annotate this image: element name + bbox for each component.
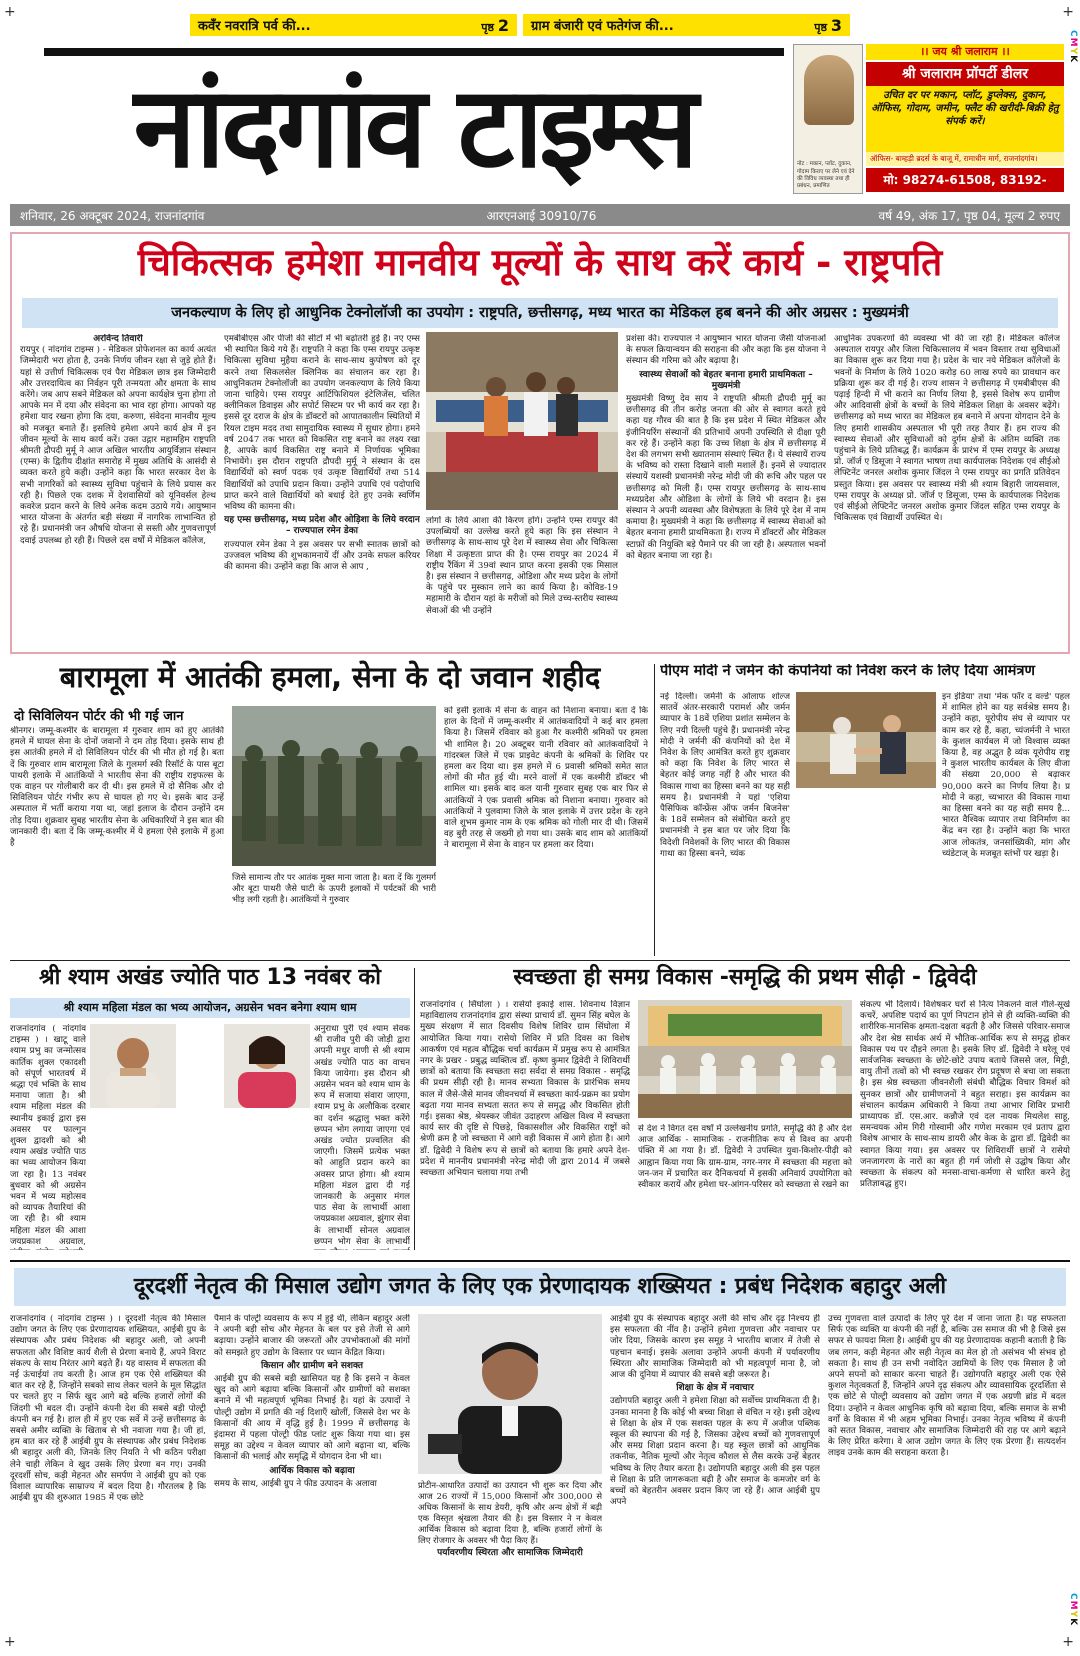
deity-figure bbox=[804, 55, 854, 125]
ad-address: ऑफिस- बाम्हड़ी ब्रदर्स के बाजू में, रामाधीन मार्ग, राजनांदगांव। bbox=[866, 152, 1064, 166]
column-divider bbox=[654, 664, 655, 956]
column-divider bbox=[414, 968, 415, 1250]
teaser-1[interactable] bbox=[190, 14, 517, 36]
shyam-headline[interactable]: श्री श्याम अखंड ज्योति पाठ 13 नवंबर को bbox=[39, 965, 381, 990]
swachh-headline[interactable]: स्वच्छता ही समग्र विकास -समृद्धि की प्रथम सीढ़ी - द्विवेदी bbox=[513, 965, 977, 990]
newspaper-title: नांदगांव टाइम्स bbox=[133, 63, 695, 193]
baramula-photo-caption: जिसे सामान्य तौर पर आतंक मुक्त माना जाता है। बता दें कि गुलमर्ग और बूटा पाथरी जैसे घाटी के ऊपरी इलाकों में पर्यटकों की भारी भीड़ लगी रहती है। आतंकियों ने गुरुवार bbox=[232, 872, 436, 904]
ali-col3-section-heading: शिक्षा के क्षेत्र में नवाचार bbox=[676, 1383, 754, 1394]
modi-headline[interactable]: पीएम मोदी ने जर्मन की कंपनियों को निवेश करने के लिए दिया आमंत्रण bbox=[660, 664, 1035, 679]
swachh-col2-text: से देश ने विगत दस वर्षों में उल्लेखनीय प्रगति, समृद्धि की है और देश आज आर्थिक - सामाजिक - राजनीतिक रूप से विश्व का अपनी पंक्ति में आ गया है। डॉ. द्विवेदी ने उपस्थित युवा-किशोर-पीढ़ी को आह्वान किया गया कि ग्राम-ग्राम, नगर-नगर में स्वच्छता की महत्ता को जन-जन में प्रचारित कर दैनिकचर्या में इसकी अनिवार्य उपयोगिता को स्वीकार करायें और हमेशा घर-आंगन-परिसर को स्वच्छता से रखने का bbox=[638, 1124, 852, 1191]
section-rule bbox=[10, 960, 1070, 961]
baramula-subhead: दो सिविलियन पोर्टर की भी गई जान bbox=[14, 709, 184, 724]
shyam-photo-woman bbox=[224, 1024, 310, 1108]
ali-col4-text: उच्च गुणवत्ता वाले उत्पादों के लिए पूरे देश में जाना जाता है। यह सफलता सिर्फ एक व्यक्ति या कंपनी की नहीं है, बल्कि उस समाज की भी है जिसे इस सफर से फायदा मिला है। आईबी ग्रुप की यह प्रेरणादायक कहानी बताती है कि जब लगन, कड़ी मेहनत और सही नेतृत्व का मेल हो तो असंभव भी संभव हो सकता है। साथ ही उन सभी नवोदित उद्यमियों के लिए एक मिसाल है जो अपने सपनों को साकार करना चाहते हैं। उद्योगपति बहादुर अली एक ऐसे कुशल नेतृत्वकर्ता हैं, जिन्होंने अपने दृढ़ संकल्प और व्यावसायिक दूरदर्शिता से एक छोटे से पोल्ट्री व्यवसाय को उद्योग जगत में एक अग्रणी ब्रांड में बदल दिया। उन्होंने न केवल आधुनिक कृषि को बढ़ावा दिया, बल्कि समाज के सभी वर्गों के विकास में भी अहम भूमिका निभाई। उनका नेतृत्व भविष्य में कंपनी को सतत विकास, नवाचार और सामाजिक जिम्मेदारी की राह पर आगे बढ़ाने के लिए प्रेरित करेगा। वे आज उद्योग जगत के लिए एक प्रेरणा हैं। सत्यदर्शन लाइव उनके काम की सराहना करता है। bbox=[828, 1314, 1066, 1459]
property-dealer-ad[interactable] bbox=[866, 44, 1064, 196]
ali-column-3 bbox=[610, 1314, 820, 1644]
baramula-article bbox=[10, 660, 650, 960]
swachh-column-2 bbox=[638, 1124, 852, 1250]
masthead-rule bbox=[44, 48, 784, 56]
lead-col5-text: आधुनिक उपकरणों की व्यवस्था भी की जा रही है। मेडिकल कॉलेज अस्पताल रायपुर और जिला चिकित्सालय में भवन विस्तार तथा सुविधाओं का विकास शुरू कर दिया गया है। प्रदेश के चार नये मेडिकल कॉलेजों के भवनों के निर्माण के लिये 1020 करोड़ 60 लाख रुपये का प्रावधान कर प्रक्रिया शुरू कर दी गई है। राज्य शासन ने छत्तीसगढ़ में एमबीबीएस की पढ़ाई हिन्दी में भी कराने का निर्णय लिया है, इससे विशेष रूप ग्रामीण और आदिवासी क्षेत्रों के बच्चों के लिये मेडिकल शिक्षा के अवसर बढ़ेंगे। छत्तीसगढ़ को मध्य भारत का मेडिकल हब बनाने में अपना योगदान देने के लिए हमारी शासकीय अस्पताल भी पूरी तरह तैयार हैं। हम राज्य की स्वास्थ्य सेवाओं और सुविधाओं को दुर्गम क्षेत्रों के अंतिम व्यक्ति तक पहुंचाने के लिये प्रतिबद्ध हैं। कार्यक्रम के प्रारंभ में एम्स रायपुर के अध्यक्ष प्रो. जॉर्ज ए डिसूजा ने स्वागत भाषण तथा कार्यपालक निदेशक एवं सीईओ लेफ्टिनेंट जनरल अशोक कुमार जिंदल ने एम्स रायपुर का प्रगति प्रतिवेदन प्रस्तुत किया। इस अवसर पर स्वास्थ्य मंत्री श्री श्याम बिहारी जायसवाल, एम्स रायपुर के अध्यक्ष प्रो. जॉर्ज ए डिसूजा, एम्स के कार्यपालक निदेशक एवं सीईओ लेफ्टिनेंट जनरल अशोक कुमार जिंदल सहित एम्स रायपुर के चिकित्सक एवं विद्यार्थी उपस्थित थे। bbox=[834, 334, 1060, 524]
lead-col4-section-heading: स्वास्थ्य सेवाओं को बेहतर बनाना हमारी प्राथमिकता – मुख्यमंत्री bbox=[639, 369, 813, 391]
ali-col3-text: आईबी ग्रुप के संस्थापक बहादुर अली की सोच और दृढ़ निश्चय ही इस सफलता की नींव है। उन्होंने हमेशा गुणवत्ता और नवाचार पर जोर दिया, जिसके कारण इस समूह ने भारतीय बाजार में तेजी से पहचान बनाई। इसके अलावा उन्होंने अपनी कंपनी में पर्यावरणीय स्थिरता और सामाजिक जिम्मेदारी को भी महत्वपूर्ण माना है, जो आज की दुनिया में व्यापार की सबसे बड़ी जरूरत है। bbox=[610, 1314, 820, 1381]
ad-deity-photo bbox=[793, 44, 863, 194]
rni-number: आरएनआई 30910/76 bbox=[486, 208, 597, 223]
lead-byline: अरविन्द तिवारी bbox=[93, 334, 143, 344]
teaser-page-prefix: पृष्ठ bbox=[814, 20, 828, 34]
ali-article bbox=[10, 1260, 1070, 1646]
lead-col1-text: रायपुर ( नांदगांव टाइम्स ) - मेडिकल प्रोफेशनल का कार्य अत्यंत जिम्मेदारी भरा होता है, उनके निर्णय जीवन रक्षा से जुड़े होते हैं। यहां से उत्तीर्ण चिकित्सक एवं पैरा मेडिकल छात्र इस जिम्मेदारी और उत्तरदायित्व का निर्वहन पूरी तन्मयता और क्षमता के साथ करेंगे। जब आप सबने मेडिकल को अपना कार्यक्षेत्र चुना होगा तो आपके मन में दया और संवेदना का भाव रहा होगा। आपको यह हमेशा याद रखना होगा कि दया, करुणा, संवेदना मानवीय मूल्य को मजबूत बनाते हैं। इसलिये हमेशा अपने कार्य क्षेत्र में इन जीवन मूल्यों के साथ कार्य करें। उक्त उद्गार महामहिम राष्ट्रपति श्रीमती द्रौपदी मुर्मू ने आज अखिल भारतीय आयुर्विज्ञान संस्थान (एम्स) के द्वितीय दीक्षांत समारोह में मुख्य अतिथि के आसंदी से व्यक्त करते हुये कही। उन्होंने कहा कि भारत सरकार देश के सभी नागरिकों को स्वास्थ्य सुविधा पहुंचाने के लिये प्रयास कर रही है। पिछले एक दशक में देशवासियों को यूनिवर्सल हेल्थ कवरेज प्रदान करने के लिये अनेक कदम उठाये गये। आयुष्मान भारत योजना के अंतर्गत बड़ी संख्या में नागरिक लाभान्वित हो रहे हैं। प्रधानमंत्री जन औषधि योजना से सस्ती और गुणवत्तापूर्ण दवाई उपलब्ध हो रही हैं। पिछले दस वर्षों में मेडिकल कॉलेज, bbox=[20, 345, 216, 546]
modi-col2-text: इन इंडिया' तथा 'मेक फॉर द वर्ल्ड' पहल में शामिल होने का यह सर्वश्रेष्ठ समय है। उन्होंने कहा, यूरोपीय संघ से व्यापार पर काम कर रहे हैं, कहा, च्यंजर्मनी ने भारत के कुशल कार्यबल में जो विश्वास व्यक्त किया है, वह अद्भुत है व्यंक यूरोपीय राष्ट्र ने कुशल भारतीय कार्यबल के लिए वीजा की संख्या 20,000 से बढ़ाकर 90,000 करने का निर्णय लिया है। प्र मोदी ने कहा, च्यभारत की विकास गाथा का हिस्सा बनने का यह सही समय है... भारत वैश्विक व्यापार तथा विनिर्माण का केंद्र बन रहा है। उन्होंने कहा कि भारत आज लोकतंत्र, जनसांख्यिकी, मांग और च्यंडेटाज् के मजबूत स्तंभों पर खड़ा है। bbox=[942, 692, 1070, 859]
lead-photo-ceremony bbox=[426, 332, 618, 510]
lead-column-4 bbox=[626, 334, 826, 650]
teaser-page-number: 2 bbox=[497, 15, 509, 35]
ali-col2-end: समय के साथ, आईबी ग्रुप ने फीड उत्पादन के अलावा bbox=[214, 1478, 377, 1489]
registration-mark-top-right: + bbox=[1062, 4, 1074, 20]
ali-col2-text: पैमाने के पोल्ट्री व्यवसाय के रूप में हुई थी, लेकिन बहादुर अली ने अपनी बड़ी सोच और मेहनत के बल पर इसे तेजी से आगे बढ़ाया। उन्होंने बाजार की जरूरतों और उपभोक्ताओं की मांगों को समझते हुए उद्योग के विस्तार पर ध्यान केंद्रित किया। bbox=[214, 1314, 410, 1358]
lead-col4-tail: मुख्यमंत्री विष्णु देव साय ने राष्ट्रपति श्रीमती द्रौपदी मुर्मू का छत्तीसगढ़ की तीन करोड़ जनता की ओर से स्वागत करते हुये कहा यह गौरव की बात है कि इस प्रदेश में स्थित मेडिकल और इंजीनियरिंग संस्थानों की प्रतिभायें अपनी उपस्थिति से दीक्षा पूरी कर रहे हैं। उन्होंने कहा कि उच्च शिक्षा के क्षेत्र में छत्तीसगढ़ में देश की लगभग सभी ख्यातनाम संस्थाएं स्थित हैं। ये संस्थायें राज्य के भविष्य को रास्ता दिखाने वाली मशालें हैं। इनमें से ज्यादातर संस्थायें यशस्वी प्रधानमंत्री नरेन्द्र मोदी जी की रूचि और पहल पर छत्तीसगढ़ को मिली हैं। एम्स रायपुर छत्तीसगढ़ के साथ-साथ मध्यप्रदेश और ओडिशा के लोगों के लिये भी वरदान है। इस संस्थान ने अपनी व्यवस्था और विशेषज्ञता के लिये पूरे देश में नाम कमाया है। मुख्यमंत्री ने कहा कि छत्तीसगढ़ में स्वास्थ्य सेवाओं को बेहतर बनाना हमारी प्राथमिकता है। राज्य में डॉक्टरों और मेडिकल स्टाफ़ों की नियुक्ति बड़े पैमाने पर की जा रही है। अस्पताल भवनों को बेहतर बनाया जा रहा है। bbox=[626, 394, 826, 561]
lead-article bbox=[10, 232, 1070, 654]
baramula-headline[interactable]: बारामूला में आतंकी हमला, सेना के दो जवान शहीद bbox=[59, 660, 601, 694]
swachh-col1-text: राजनांदगांव ( सिंघोला ) । रासेयो इकाई शास. शिवनाथ विज्ञान महाविद्यालय राजनांदगांव द्वारा संस्था प्राचार्य डॉ. सुमन सिंह बघेल के मुख्य संरक्षण में सात दिवसीय विशेष शिविर ग्राम सिंघोला में आयोजित किया गया। रासेयो शिविर में प्रति दिवस का विशेष आकर्षण एवं महत्व बौद्धिक चर्चा कार्यक्रम में प्रमुख रूप से आमंत्रित नगर के प्रखर - प्रबुद्ध व्यक्तित्व डॉ. कृष्ण कुमार द्विवेदी ने शिविरार्थी छात्रों को बताया कि स्वच्छता सदा सर्वदा से समग्र विकास - समृद्धि की प्रथम सीढ़ी रही है। मानव सभ्यता विकास के प्रारंभिक समय काल में जैसे-जैसे मानव जीवनचर्या में स्वच्छता कार्य-प्रक्रम का प्रयोग बढ़ता गया मानव सभ्यता सतत रूप से समृद्ध और विकसित होती गई। इसका श्रेष्ठ, श्रेयस्कर जीवंत उदाहरण अखिल विश्व में स्वच्छता कार्य स्तर की दृष्टि से पिछड़े, विकासशील और विकसित राष्ट्रों को श्रेणी क्रम है जो स्वच्छता में आगे वही विकास में आगे होता है। आगे डॉ. द्विवेदी ने विशेष रूप से छात्रों को बताया कि हमारे अपने देश-प्रदेश में माननीय प्रधानमंत्री नरेन्द्र मोदी जी द्वारा 2014 में जबसे स्वच्छता अभियान चलाया गया तभी bbox=[420, 1000, 630, 1179]
shyam-subhead: श्री श्याम महिला मंडल का भव्य आयोजन, अग्रसेन भवन बनेगा श्याम धाम bbox=[10, 998, 410, 1018]
lead-column-2 bbox=[224, 334, 420, 650]
modi-photo-handshake bbox=[796, 692, 936, 788]
registration-mark-top-left: + bbox=[4, 4, 16, 20]
ali-col2-section-heading-2: आर्थिक विकास को बढ़ावा bbox=[269, 1465, 355, 1476]
teaser-strip bbox=[190, 14, 850, 36]
ali-col1-text: राजनांदगांव ( नांदगांव टाइम्स ) । दूरदर्शी नेतृत्व की मिसाल उद्योग जगत के लिए एक प्रेरणादायक शख्सियत, आईबी ग्रुप के संस्थापक और प्रबंध निदेशक श्री बहादुर अली, जो अपनी सफलता और विशिष्ट कार्य शैली से प्रेरणा बनाये हैं, अपने विराट संकल्प के साथ निरंतर आगे बढ़ते हैं। यह वास्तव में सफलता की नई ऊंचाईयां तय करती है। आज हम एक ऐसे शख्सियत की बात कर रहे हैं, जिन्होंने सबको साथ लेकर चलने के मूल सिद्धांत पर चलते हुए न सिर्फ खुद आगे बढ़े बल्कि हजारों लोगों की जिंदगी भी बदल दी। उन्होंने कंपनी देश की सबसे बड़ी पोल्ट्री कंपनी बन गई है। हाल ही में हुए एक सर्वे में उन्हें छत्तीसगढ़ के सबसे अमीर व्यक्ति के खिताब से भी नवाजा गया है। जी हां, हम बात कर रहे हैं आईबी ग्रुप के संस्थापक और प्रबंध निदेशक श्री बहादुर अली की, जिनके लिए नियति ने भी कठिन परीक्षा लेने चाही लेकिन वे खुद उसके लिए प्रेरणा बन गए। उनकी दूरदर्शी सोच, कड़ी मेहनत और समर्पण ने आईबी ग्रुप को एक विशाल व्यापारिक साम्राज्य में बदल दिया है। गौरतलब है कि आईबी ग्रुप की शुरुआत 1985 में एक छोटे bbox=[10, 1314, 206, 1504]
lead-col3-text: लोगों के लिये आशा की किरण होंगे। उन्होंने एम्स रायपुर की उपलब्धियों का उल्लेख करते हुये कहा कि इस संस्थान ने छत्तीसगढ़ के साथ-साथ पूरे देश में स्वास्थ्य सेवा और चिकित्सा शिक्षा में उत्कृष्टता प्राप्त की है। एम्स रायपुर का 2024 में राष्ट्रीय रैंकिंग में 39वां स्थान प्राप्त करना इसकी एक मिसाल है। इस संस्थान ने छत्तीसगढ़, ओडिशा और मध्य प्रदेश के लोगों के पहुंचे पर मुस्कान लाने का कार्य किया है। कोविड-19 महामारी के दौरान यहां के मरीजों को मिले उच्च-स्तरीय स्वास्थ्य सेवाओं की भी उन्होंने bbox=[426, 516, 618, 616]
ali-caption-text: प्रोटीन-आधारित उत्पादों का उत्पादन भी शुरू कर दिया और आज 26 राज्यों में 15,000 किसानों और 300,000 से अधिक किसानों के साथ डेयरी, कृषि और अन्य क्षेत्रों में बढ़ी एक विस्तृत श्रृंखला तैयार की है। इस विस्तार ने न केवल आर्थिक विकास को बढ़ावा दिया है, बल्कि हजारों लोगों के लिए रोजगार के अवसर भी पैदा किए हैं। bbox=[418, 1480, 602, 1545]
swachh-photo-camp bbox=[638, 1000, 852, 1118]
baramula-col3-text: को इसी इलाके में सेना के वाहन को निशाना बनाया। बता दें कि हाल के दिनों में जम्मू-कश्मीर में आतंकवादियों ने कई बार हमला किया है। जिसमें रविवार को हुआ गैर कश्मीरी श्रमिकों पर हमला भी शामिल है। 20 अक्टूबर यानी रविवार को आतंकवादियों ने गांदरबल जिले में एक प्राइवेट कंपनी के श्रमिकों के शिविर पर हमला कर दिया था। इस हमले में 6 प्रवासी श्रमिकों समेत सात लोगों की मौत हुई थी। मरने वालों में एक कश्मीरी डॉक्टर भी शामिल था। इसके बाद कल यानी गुरुवार सुबह एक बार फिर से आतंकियों ने एक प्रवासी श्रमिक को निशाना बनाया। गुरुवार को आतंकियों ने पुलवामा जिले के त्राल इलाके में उत्तर प्रदेश के रहने वाले शुभम कुमार नाम के एक श्रमिक को गोली मार दी थी। जिसमें वह बुरी तरह से जख्मी हो गया था। उसके बाद शाम को आतंकियों ने बारामूला में सेना के वाहन पर हमला कर दिया। bbox=[444, 706, 648, 851]
teaser-label: कवँर नवरात्रि पर्व की... bbox=[198, 19, 311, 34]
ali-photo-caption bbox=[418, 1480, 602, 1644]
baramula-photo-soldiers bbox=[232, 706, 436, 866]
cmyk-strip-bottom: CMYK bbox=[1068, 1592, 1078, 1626]
modi-article bbox=[660, 660, 1070, 960]
dateline-bar bbox=[10, 204, 1070, 226]
lead-col2-section-heading: यह एम्स छत्तीसगढ़, मध्य प्रदेश और ओड़िशा के लिये वरदान – राज्यपाल रमेन डेका bbox=[224, 515, 420, 537]
lead-column-1 bbox=[20, 334, 216, 650]
lead-column-5 bbox=[834, 334, 1060, 650]
ad-photo-caption: नोट : मकान, प्लॉट, दुकान, गोदाम किराए पर लेने एवं देने की विविध व्यवस्था तथा ही प्रबंधन, प्रमाणित bbox=[797, 161, 855, 189]
lead-col4-text: प्रशंसा की। राज्यपाल ने आयुष्मान भारत योजना जैसी योजनाओं के सफल क्रियान्वयन की सराहना की और कहा कि इस योजना ने संस्थान की गरिमा को और बढ़ाया है। bbox=[626, 334, 826, 367]
baramula-column-3 bbox=[444, 706, 648, 956]
teaser-label: ग्राम बंजारी एवं फतेगंज की... bbox=[531, 19, 674, 34]
lead-headline[interactable]: चिकित्सक हमेशा मानवीय मूल्यों के साथ करें कार्य - राष्ट्रपति bbox=[137, 241, 943, 284]
ali-col3-tail: उद्योगपति बहादुर अली ने हमेशा शिक्षा को सर्वोच्च प्राथमिकता दी है। उनका मानना ​​है कि कोई भी बच्चा शिक्षा से वंचित न रहे। इसी उद्देश्य से शिक्षा के क्षेत्र में एक सशक्त पहल के रूप में अजीज पब्लिक स्कूल की स्थापना की गई है, जिसका उद्देश्य बच्चों को गुणवत्तापूर्ण और समग्र शिक्षा प्रदान करना है। यह स्कूल छात्रों को आधुनिक तकनीक, नैतिक मूल्यों और नेतृत्व कौशल से लैस करके उन्हें बेहतर भविष्य के लिए तैयार करता है। उद्योगपति बहादुर अली की इस पहल से शिक्षा के प्रति जागरूकता बढ़ी है और समाज के कमजोर वर्ग के बच्चों को बेहतरीन अवसर प्रदान किए जा रहे हैं। आज आईबी ग्रुप अपने bbox=[610, 1396, 820, 1508]
ad-business-name: श्री जलाराम प्रॉपर्टी डीलर bbox=[866, 62, 1064, 86]
ali-column-2 bbox=[214, 1314, 410, 1644]
ad-phone: मो: 98274-61508, 83192- bbox=[866, 168, 1064, 192]
modi-col1-text: नई दिल्ली। जर्मनी के ओलाफ शोल्ज सातवें अंतर-सरकारी परामर्श और जर्मन व्यापार के 18वें एशिया प्रशांत सम्मेलन के लिए नयी दिल्ली पहुंचे हैं। प्रधानमंत्री नरेन्द्र मोदी ने जर्मनी की कंपनियों को देश में निवेश के लिए आमंत्रित करते हुए शुक्रवार को कहा कि निवेश के लिए भारत से बेहतर कोई जगह नहीं है और भारत की विकास गाथा का हिस्सा बनने का यह सही समय है। प्रधानमंत्री ने यहां 'एशिया पैसिफिक कॉन्फ्रेंस ऑफ जर्मन बिजनेस' के 18वें सम्मेलन को संबोधित करते हुए प्रधानमंत्री ने इस बात पर जोर दिया कि विदेशी निवेशकों के लिए भारत की विकास गाथा का हिस्सा बनने, च्यंक bbox=[660, 692, 790, 859]
issue-date: शनिवार, 26 अक्टूबर 2024, राजनांदगांव bbox=[20, 208, 205, 223]
shyam-article bbox=[10, 964, 410, 1254]
swachh-article bbox=[420, 964, 1070, 1254]
lead-subhead: जनकल्याण के लिए हो आधुनिक टेक्नोलॉजी का उपयोग : राष्ट्रपति, छत्तीसगढ़, मध्य भारत का मेडिकल हब बनने की ओर अग्रसर : मुख्यमंत्री bbox=[22, 298, 1058, 328]
swachh-column-1 bbox=[420, 1000, 630, 1250]
ali-column-4 bbox=[828, 1314, 1066, 1644]
ali-col2-tail: आईबी ग्रुप की सबसे बड़ी खासियत यह है कि इसने न केवल खुद को आगे बढ़ाया बल्कि किसानों और ग्रामीणों को सशक्त बनाने में भी महत्वपूर्ण भूमिका निभाई है। यहां के उत्पादों ने पोल्ट्री उद्योग में प्रगति की नई दिशाएँ खोलीं, जिससे देश भर के किसानों की आय में वृद्धि हुई है। 1999 में छत्तीसगढ़ के इंदामरा में पहला पोल्ट्री फीड प्लांट शुरू किया गया था। इस समूह का उद्देश्य न केवल व्यापार को आगे बढ़ाना था, बल्कि किसानों की भलाई और समृद्धि में योगदान देना भी था। bbox=[214, 1374, 410, 1463]
modi-column-2 bbox=[942, 692, 1070, 956]
registration-mark-bottom-right: + bbox=[1062, 1634, 1074, 1650]
ali-headline[interactable]: दूरदर्शी नेतृत्व की मिसाल उद्योग जगत के लिए एक प्रेरणादायक शख्सियत : प्रबंध निदेशक बहादुर अली bbox=[14, 1268, 1066, 1306]
ali-caption-section-heading: पर्यावरणीय स्थिरता और सामाजिक जिम्मेदारी bbox=[437, 1548, 583, 1558]
swachh-col3-text: संकल्प भी दिलायें। विशेषकर घरों से नित्य निकलने वाले गीले-सूखे कचरें, अपशिष्ट पदार्थ का पूर्ण निपटान होने से ही व्यक्ति-व्यक्ति की शारीरिक-मानसिक क्षमता-दक्षता बढ़ती है और जिससे परिवार-समाज और देश श्रेष्ठ सार्थक अर्थ में भौतिक-आर्थिक रूप से समृद्ध होकर विकास पथ पर दौड़ने लगता है। इसके लिए डॉ. द्विवेदी ने घरेलू एवं सार्वजनिक स्वच्छता के छोटे-छोटे उपाय बताये जिससे जल, मिट्टी, वायु तीनों तत्वों को भी स्वच्छ रखकर रोग प्रदूषण से बचा जा सकता है। इस श्रेष्ठ स्वच्छता जीवनशैली संबंधी बौद्धिक विचार विमर्श को सुनकर छात्रों और ग्रामीणजनों ने बहुत सराहा। इस कार्यक्रम का संचालन कार्यक्रम अधिकारी ने किया तथा आभार शिविर प्रभारी प्राध्यापक डॉ. एस.आर. कन्नौजे एवं दल नायक मिथलेश साहू, समन्वयक ओम गिरी गोस्वामी और गणेश मरकाम एवं प्रताप द्वारा विशेष आभार के साथ-साथ डायरी और केक के द्वारा डॉ. द्विवेदी का स्वागत किया गया। इस अवसर पर शिविरार्थी छात्रों ने रासेयो जनजागरण के नारों का बहुत ही गर्म जोशी से उद्घोष किया और स्वच्छता के संकल्प को मनसा-वाचा-कर्मणा से धारित करने हेतु प्रतिज्ञाबद्ध हुए। bbox=[860, 1000, 1070, 1190]
ad-top-line: ।। जय श्री जलाराम ।। bbox=[866, 44, 1064, 60]
teaser-2[interactable] bbox=[523, 14, 850, 36]
ali-photo-portrait bbox=[418, 1314, 602, 1474]
shyam-photo-man bbox=[90, 1024, 176, 1108]
issue-info: वर्ष 49, अंक 17, पृष्ठ 04, मूल्य 2 रुपए bbox=[878, 208, 1060, 223]
shyam-col2-text: अनुराधा पुरी एवं श्याम सेवक श्री राजीव पुरी की जोड़ी द्वारा अपनी मधुर वाणी से श्री श्याम अखंड ज्योति पाठ का वाचन किया जायेगा। इस दौरान श्री अग्रसेन भवन को श्याम धाम के रूप में सजाया संवारा जाएगा, श्याम प्रभु के अलौकिक दरबार का दर्शन श्रद्धालु भक्त करेंगे छप्पन भोग लगाया जाएगा एवं अखंड ज्योत प्रज्वलित की जाएगी। जिसमें प्रत्येक भक्त को आहुति प्रदान करने का अवसर प्राप्त होगा। श्री श्याम महिला मंडल द्वारा दी गई जानकारी के अनुसार मंगल पाठ सेवा के लाभार्थी आशा जयप्रकाश अग्रवाल, झुंगार सेवा के लाभार्थी सोनल अग्रवाल छप्पन भोग सेवा के लाभार्थी bbox=[314, 1024, 410, 1247]
swachh-column-3 bbox=[860, 1000, 1070, 1250]
cmyk-strip-top: CMYK bbox=[1068, 30, 1078, 64]
registration-mark-bottom-left: + bbox=[4, 1634, 16, 1650]
baramula-col1-text: श्रीनगर। जम्मू-कश्मीर के बारामूला में गुरुवार शाम को हुए आतंकी हमले में घायल सेना के दोनों जवानों ने दम तोड़ दिया। इसके साथ ही इस आतंकी हमले में दो सिविलियन पोर्टर की भी मौत हो गई है। बता दें कि गुरुवार शाम बारामूला जिले के गुलमर्ग स्की रिसॉर्ट के पास बूटा पाथरी इलाके में आतंकियों ने भारतीय सेना की राष्ट्रीय राइफल्स के एक वाहन पर गोलीबारी कर दी थी। इस हमले में दो सैनिक और दो सिविलियन पोर्टर गंभीर रूप से घायल हो गए थे। इसके बाद उन्हें अस्पताल में भर्ती कराया गया था, जहां इलाज के दौरान उन्होंने दम तोड़ दिया। शुक्रवार सुबह भारतीय सेना के अधिकारियों ने इस बात की जानकारी दी। बता दें कि जम्मू-कश्मीर में ये हमला ऐसे इलाके में हुआ है bbox=[10, 726, 224, 849]
ali-column-1 bbox=[10, 1314, 206, 1644]
teaser-page-prefix: पृष्ठ bbox=[481, 20, 495, 34]
lead-column-3 bbox=[426, 516, 618, 650]
teaser-page-number: 3 bbox=[830, 15, 842, 35]
shyam-col1-text: राजनांदगांव ( नांदगांव टाइम्स ) । खाटू वाले श्याम प्रभु का जन्मोत्सव कार्तिक शुक्ल एकादशी को संपूर्ण भारतवर्ष में श्रद्धा एवं भक्ति के साथ मनाया जाता है। श्री श्याम महिला मंडल की स्थानीय इकाई द्वारा इस अवसर पर फाल्गुन शुक्ल द्वादशी को श्री श्याम अखंड ज्योति पाठ का भव्य आयोजन किया जा रहा है। 13 नवंबर बुधवार को श्री अग्रसेन भवन में भव्य महोत्सव को व्यापक तैयारियां की जा रही है। श्री श्याम महिला मंडल की आशा जयप्रकाश अग्रवाल, bbox=[10, 1024, 86, 1247]
baramula-column-1 bbox=[10, 726, 224, 956]
ad-body-text: उचित दर पर मकान, प्लॉट, डुप्लेक्स, दुकान, ऑफिस, गोदाम, जमीन, फ्लैट की खरीदी-बिक्री हेतु संपर्क करें। bbox=[866, 86, 1064, 152]
lead-col2-text: एमबीबीएस और पीजी की सीटों में भी बढ़ोतरी हुई है। नए एम्स भी स्थापित किये गये हैं। राष्ट्रपति ने कहा कि एम्स रायपुर उत्कृष्ट चिकित्सा सुविधा मुहैया कराने के साथ-साथ कुपोषण को दूर करने तथा सिकलसेल क्लिनिक का संचालन कर रहा है। आधुनिकतम टेक्नोलॉजी का उपयोग जनकल्याण के लिये किया जाना चाहिये। एम्स रायपुर आर्टिफिशियल इंटेलिजेंस, चलित क्लीनिकल डिवाइस और सपोर्ट सिस्टम पर भी कार्य कर रहा है। इससे दूर दराज के क्षेत्र के डॉक्टरों को आपातकालीन स्थितियों में रियल टाइम मदद तथा सामुदायिक स्वास्थ्य में सुधार होगा। हमने वर्ष 2047 तक भारत को विकसित राष्ट्र बनाने का लक्ष्य रखा है, आपके कार्य विकसित राष्ट्र बनाने में निर्णायक भूमिका निभायेंगे। इस दौरान राष्ट्रपति द्रौपदी मुर्मू ने संस्थान के दस विद्यार्थियों को स्वर्ण पदक एवं उत्कृष्ट विद्यार्थियों तथा 514 विद्यार्थियों को उपाधि प्रदान किया। उन्होंने उपाधि एवं पदोपाधि प्राप्त करने वाले विद्यार्थियों को बधाई देते हुए उनके स्वर्णिम भविष्य की कामना की। bbox=[224, 334, 420, 513]
lead-col2-tail: राज्यपाल रमेन डेका ने इस अवसर पर सभी स्नातक छात्रों को उज्जवल भविष्य की शुभकामनायें दीं और उनके सफल करियर की कामना की। उन्होंने कहा कि आज से आप , bbox=[224, 539, 420, 573]
ali-col2-section-heading: किसान और ग्रामीण बने सशक्त bbox=[261, 1360, 363, 1371]
modi-column-1 bbox=[660, 692, 790, 956]
shyam-column-1 bbox=[10, 1024, 86, 1250]
shyam-column-2 bbox=[314, 1024, 410, 1250]
